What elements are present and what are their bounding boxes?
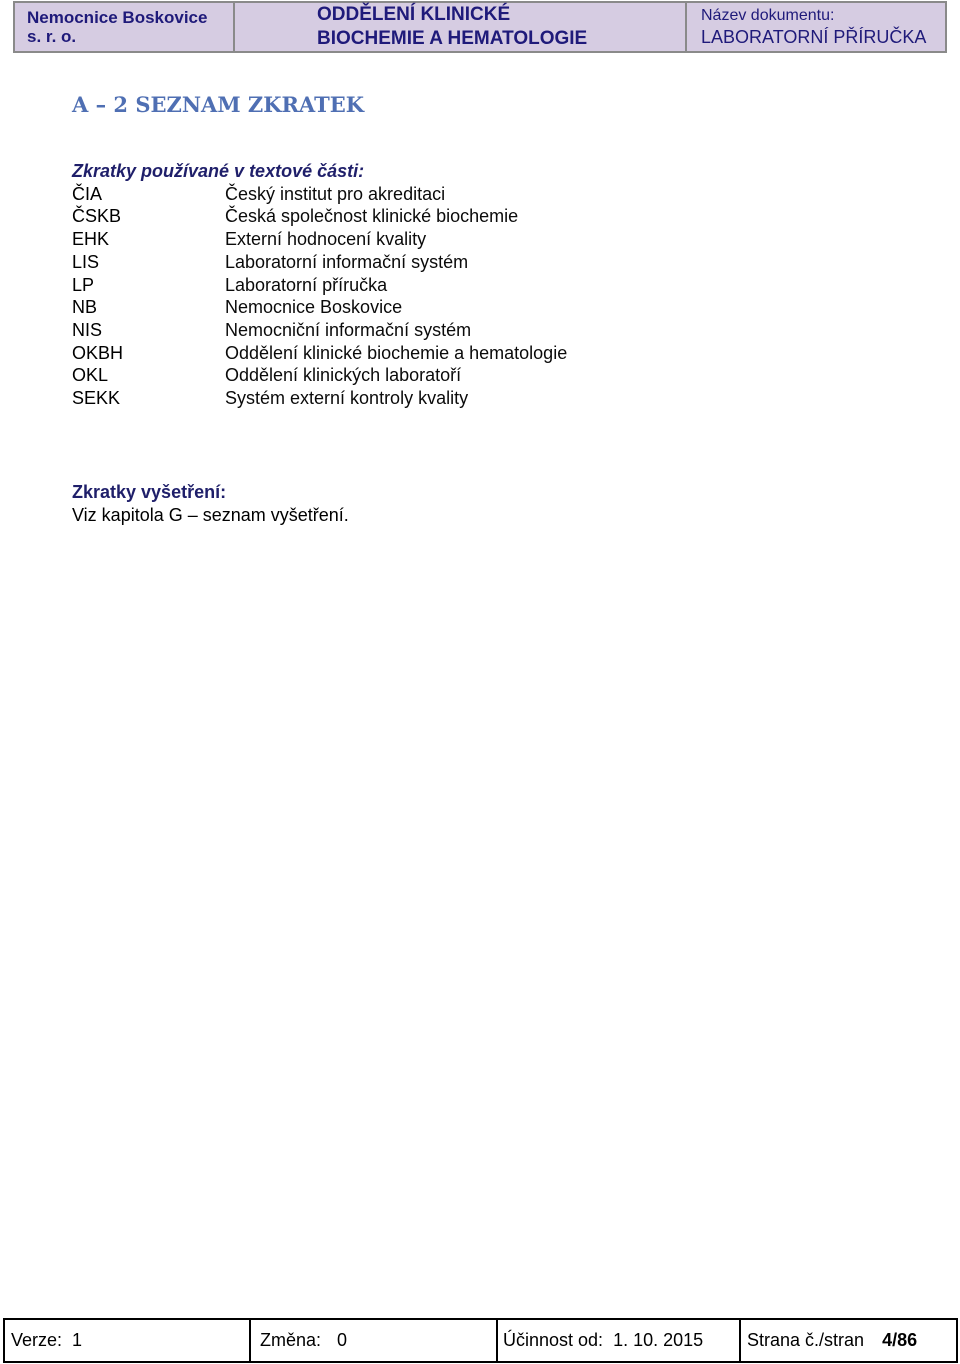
abbreviation: OKL <box>72 365 109 386</box>
abbreviation-meaning: Česká společnost klinické biochemie <box>225 206 519 227</box>
header-dept-line2: BIOCHEMIE A HEMATOLOGIE <box>317 28 588 49</box>
abbreviation-meaning: Laboratorní informační systém <box>225 251 469 272</box>
footer-page <box>739 1320 956 1361</box>
footer-effective <box>496 1320 739 1361</box>
header-dept-line1: ODDĚLENÍ KLINICKÉ <box>317 4 511 25</box>
exam-abbreviations-heading: Zkratky vyšetření: <box>72 482 227 502</box>
footer-version <box>5 1320 249 1361</box>
document-header <box>13 1 947 53</box>
abbreviation-row <box>72 296 567 319</box>
abbreviation-row <box>72 364 567 387</box>
abbreviation-row <box>72 319 567 342</box>
abbreviation-meaning: Oddělení klinických laboratoří <box>225 365 462 386</box>
header-org-suffix: s. r. o. <box>27 27 77 46</box>
abbreviation: OKBH <box>72 342 124 363</box>
abbreviation-row <box>72 387 567 410</box>
footer-version-label: Verze: <box>11 1330 63 1350</box>
abbreviation-row <box>72 183 567 206</box>
header-doc-label: Název dokumentu: <box>701 7 835 24</box>
header-department <box>233 3 685 51</box>
abbreviation: LP <box>72 274 95 295</box>
footer-change-value: 0 <box>337 1330 348 1350</box>
footer-page-value: 4/86 <box>882 1330 918 1350</box>
abbreviation: NB <box>72 297 98 318</box>
footer-version-value: 1 <box>72 1330 83 1350</box>
abbreviation-meaning: Systém externí kontroly kvality <box>225 388 469 409</box>
abbreviation-row <box>72 342 567 365</box>
header-document <box>685 3 945 51</box>
text-abbreviations <box>72 160 567 410</box>
header-doc-name: LABORATORNÍ PŘÍRUČKA <box>701 27 927 47</box>
text-abbreviations-heading: Zkratky používané v textové části: <box>72 161 365 181</box>
abbreviation-row <box>72 274 567 297</box>
abbreviation-row <box>72 205 567 228</box>
header-org-name: Nemocnice Boskovice <box>27 8 208 27</box>
abbreviation: NIS <box>72 319 103 340</box>
abbreviation-meaning: Externí hodnocení kvality <box>225 229 427 250</box>
document-footer <box>3 1318 958 1363</box>
abbreviation: ČIA <box>72 183 103 204</box>
abbreviation-row <box>72 228 567 251</box>
abbreviation-row <box>72 251 567 274</box>
section-title: A – 2 SEZNAM ZKRATEK <box>72 92 364 117</box>
abbreviation: SEKK <box>72 388 121 409</box>
footer-page-label: Strana č./stran <box>747 1330 865 1350</box>
footer-effective-value: 1. 10. 2015 <box>613 1330 704 1350</box>
footer-effective-label: Účinnost od: <box>503 1330 604 1350</box>
exam-abbreviations <box>72 481 349 527</box>
abbreviation-meaning: Oddělení klinické biochemie a hematologie <box>225 342 568 363</box>
abbreviation-meaning: Nemocnice Boskovice <box>225 297 403 318</box>
abbreviation: EHK <box>72 229 110 250</box>
footer-change <box>249 1320 496 1361</box>
abbreviation-meaning: Nemocniční informační systém <box>225 319 472 340</box>
footer-change-label: Změna: <box>260 1330 322 1350</box>
abbreviation-meaning: Český institut pro akreditaci <box>225 183 446 204</box>
exam-abbreviations-reference: Viz kapitola G – seznam vyšetření. <box>72 505 349 525</box>
abbreviation: ČSKB <box>72 206 122 227</box>
abbreviation-meaning: Laboratorní příručka <box>225 274 388 295</box>
abbreviation: LIS <box>72 251 100 272</box>
header-organization <box>15 3 233 51</box>
